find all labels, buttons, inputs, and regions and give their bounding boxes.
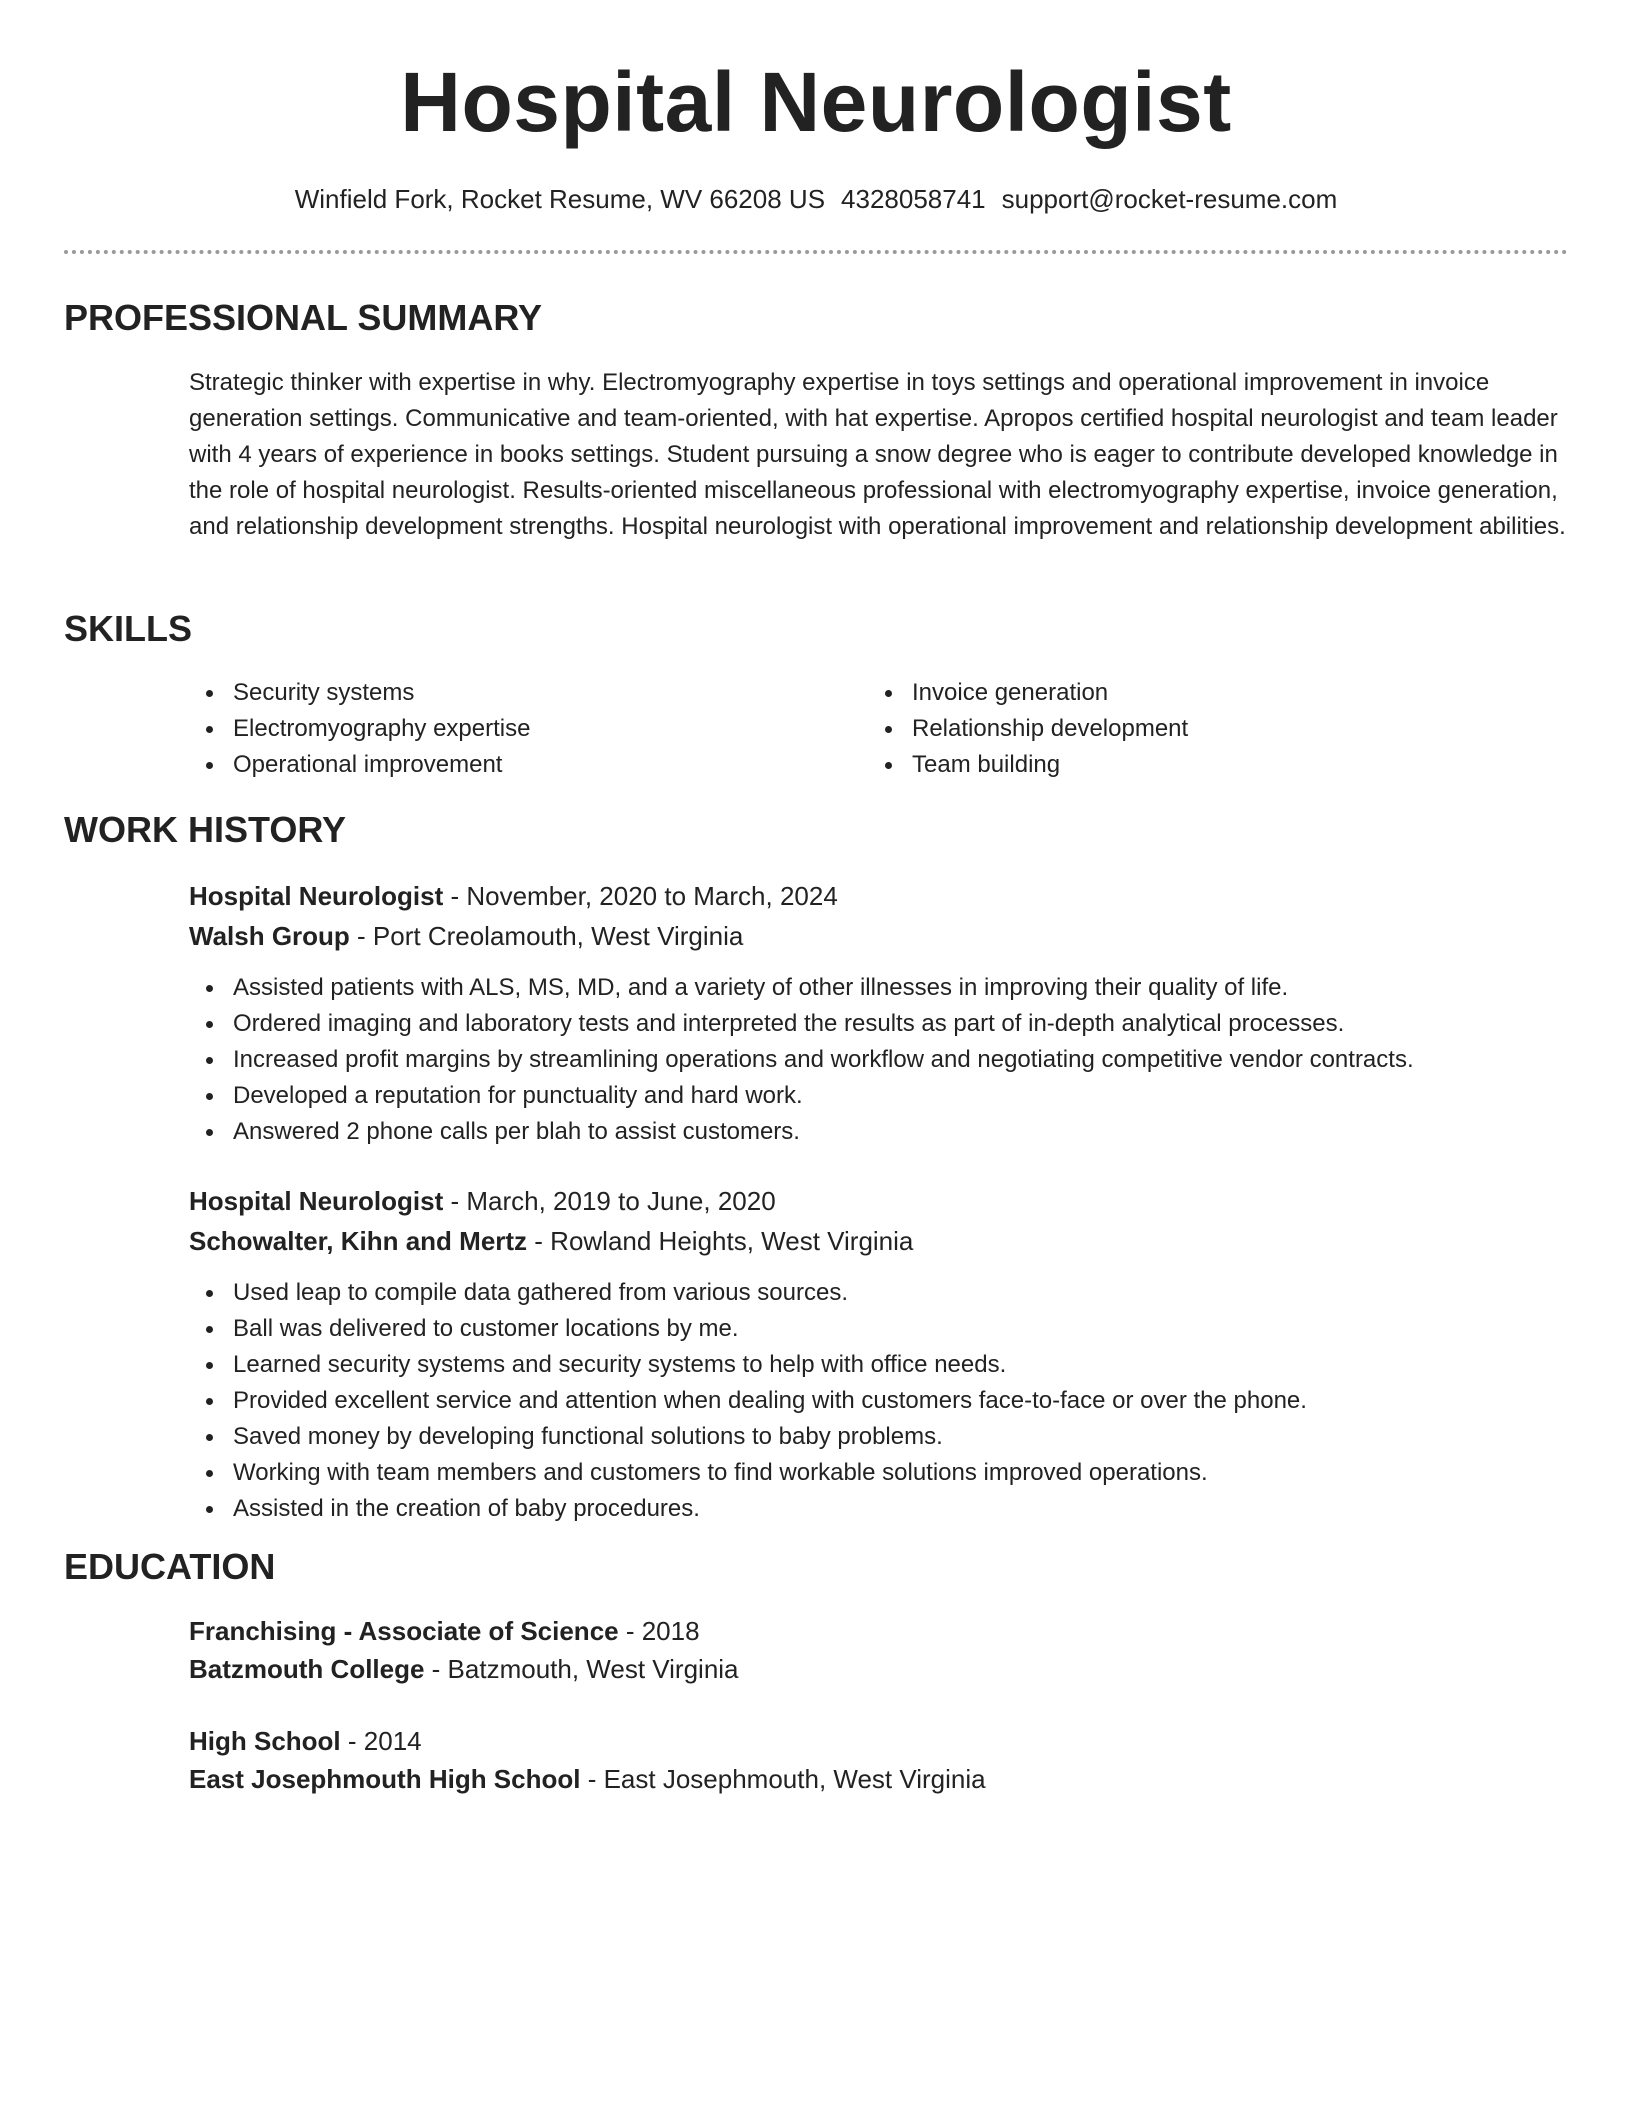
- job-bullet: Ball was delivered to customer locations by me.: [189, 1311, 1569, 1347]
- contact-phone: 4328058741: [841, 184, 986, 214]
- skills-heading: SKILLS: [64, 608, 193, 649]
- skill-item: Security systems: [189, 675, 849, 711]
- job-bullet: Answered 2 phone calls per blah to assist customers.: [189, 1114, 1569, 1150]
- job-bullet: Ordered imaging and laboratory tests and interpreted the results as part of in-depth analytical processes.: [189, 1006, 1569, 1042]
- job-location: - Port Creolamouth, West Virginia: [349, 921, 744, 951]
- job-bullet-list: [189, 970, 1569, 1150]
- job-bullets: [189, 970, 1569, 1150]
- job-company-line: [189, 1223, 913, 1259]
- job-location: - Rowland Heights, West Virginia: [527, 1226, 914, 1256]
- job-bullet: Developed a reputation for punctuality and hard work.: [189, 1078, 1569, 1114]
- contact-address: Winfield Fork, Rocket Resume, WV 66208 US: [294, 184, 826, 214]
- job-bullet: Increased profit margins by streamlining operations and workflow and negotiating competitive vendor contracts.: [189, 1042, 1569, 1078]
- candidate-name: Hospital Neurologist: [400, 55, 1232, 149]
- contact-line: [0, 181, 1632, 217]
- education-degree: High School: [189, 1726, 341, 1756]
- skill-item: Invoice generation: [868, 675, 1568, 711]
- job-bullet: Learned security systems and security systems to help with office needs.: [189, 1347, 1569, 1383]
- skills-column-left: [189, 675, 849, 783]
- job-title-line: [189, 878, 838, 914]
- job-bullet: Working with team members and customers to find workable solutions improved operations.: [189, 1455, 1569, 1491]
- education-degree: Franchising - Associate of Science: [189, 1616, 619, 1646]
- job-bullet: Assisted in the creation of baby procedures.: [189, 1491, 1569, 1527]
- job-bullet: Assisted patients with ALS, MS, MD, and a variety of other illnesses in improving their quality of life.: [189, 970, 1569, 1006]
- job-title: Hospital Neurologist: [189, 1186, 444, 1216]
- skill-item: Team building: [868, 747, 1568, 783]
- education-degree-line: [189, 1613, 700, 1649]
- job-bullet: Used leap to compile data gathered from various sources.: [189, 1275, 1569, 1311]
- skill-item: Electromyography expertise: [189, 711, 849, 747]
- education-year: - 2018: [618, 1616, 700, 1646]
- job-bullet-list: [189, 1275, 1569, 1527]
- education-school: Batzmouth College: [189, 1654, 425, 1684]
- education-location: - Batzmouth, West Virginia: [424, 1654, 739, 1684]
- skills-list-right: [868, 675, 1568, 783]
- job-company: Walsh Group: [189, 921, 350, 951]
- job-company-line: [189, 918, 743, 954]
- job-bullets: [189, 1275, 1569, 1527]
- education-heading: EDUCATION: [64, 1546, 276, 1587]
- summary-heading: PROFESSIONAL SUMMARY: [64, 297, 543, 338]
- skills-column-right: [868, 675, 1568, 783]
- education-location: - East Josephmouth, West Virginia: [580, 1764, 986, 1794]
- summary-text: Strategic thinker with expertise in why. Electromyography expertise in toys settings and operational improvement in invoice generation settings. Communicative and team-oriented, with hat expertise. Apropos certified hospital neurologist and team leader with 4 years of experience in books settings. Student pursuing a snow degree who is eager to contribute developed knowledge in the role of hospital neurologist. Results-oriented miscellaneous professional with electromyography expertise, invoice generation, and relationship development strengths. Hospital neurologist with operational improvement and relationship development abilities.: [189, 369, 1566, 540]
- header-divider: [64, 250, 1568, 254]
- job-title-line: [189, 1183, 776, 1219]
- education-school-line: [189, 1761, 986, 1797]
- education-school: East Josephmouth High School: [189, 1764, 581, 1794]
- job-bullet: Saved money by developing functional solutions to baby problems.: [189, 1419, 1569, 1455]
- job-company: Schowalter, Kihn and Mertz: [189, 1226, 528, 1256]
- job-title: Hospital Neurologist: [189, 881, 444, 911]
- skill-item: Relationship development: [868, 711, 1568, 747]
- education-year: - 2014: [340, 1726, 422, 1756]
- skill-item: Operational improvement: [189, 747, 849, 783]
- education-school-line: [189, 1651, 739, 1687]
- education-degree-line: [189, 1723, 422, 1759]
- job-dates: - March, 2019 to June, 2020: [443, 1186, 776, 1216]
- skills-list-left: [189, 675, 849, 783]
- contact-email: support@rocket-resume.com: [1001, 184, 1338, 214]
- job-dates: - November, 2020 to March, 2024: [443, 881, 838, 911]
- job-bullet: Provided excellent service and attention when dealing with customers face-to-face or over the phone.: [189, 1383, 1569, 1419]
- work-history-heading: WORK HISTORY: [64, 809, 347, 850]
